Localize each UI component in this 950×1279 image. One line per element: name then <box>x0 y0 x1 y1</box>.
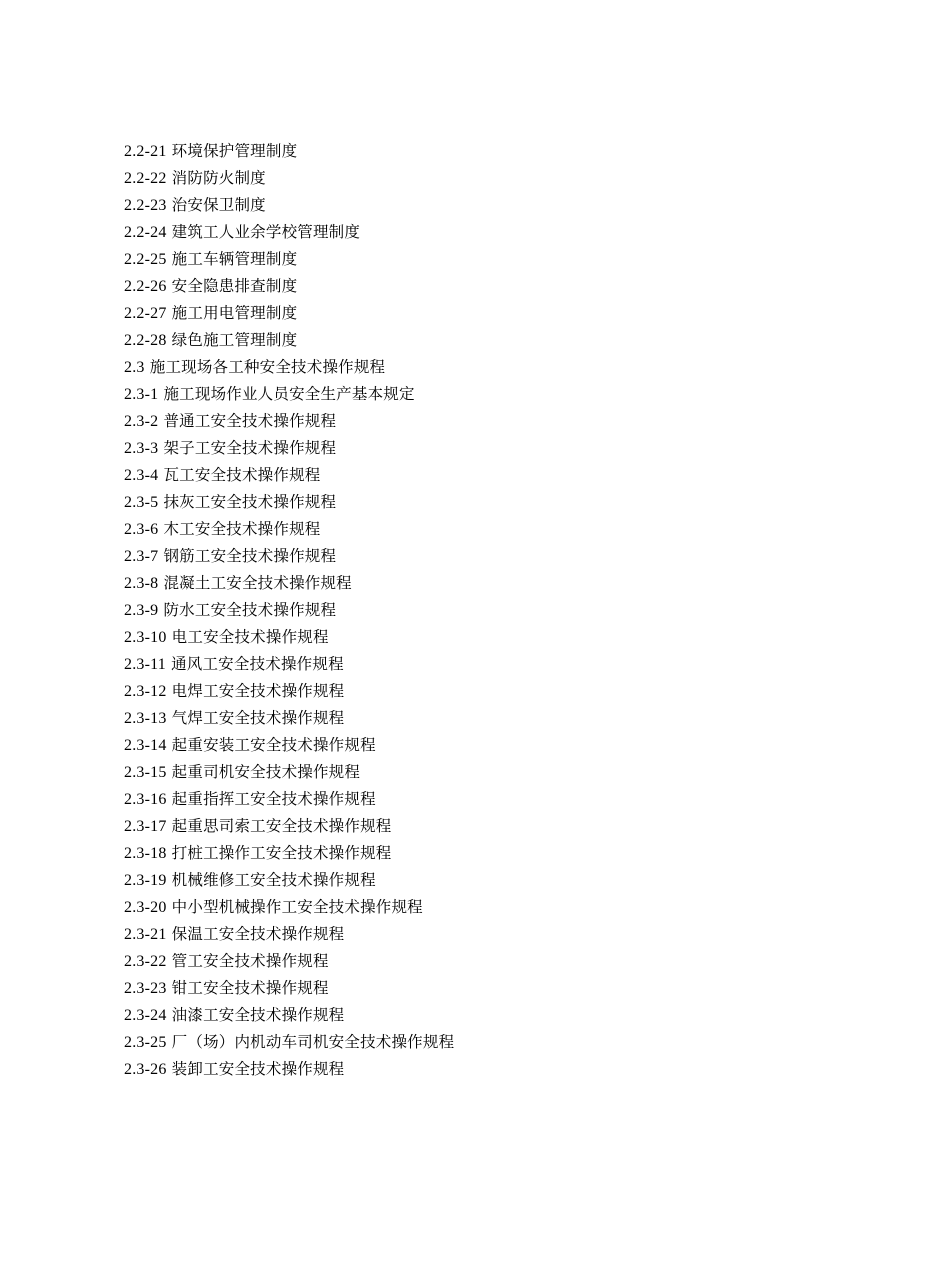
toc-entry <box>124 840 454 867</box>
toc-entry <box>124 408 454 435</box>
toc-entry <box>124 543 454 570</box>
toc-entry <box>124 624 454 651</box>
toc-entry-title: 消防防火制度 <box>171 169 266 187</box>
toc-entry-title: 抹灰工安全技术操作规程 <box>163 493 337 511</box>
toc-entry-title: 安全隐患排查制度 <box>171 277 298 295</box>
toc-entry-title: 管工安全技术操作规程 <box>171 952 329 970</box>
toc-entry-number: 2.3-26 <box>124 1061 167 1078</box>
toc-entry-title: 混凝土工安全技术操作规程 <box>163 574 352 592</box>
toc-entry <box>124 1056 454 1083</box>
toc-entry-number: 2.3-25 <box>124 1034 167 1051</box>
toc-entry-number: 2.3-23 <box>124 980 167 997</box>
toc-entry-number: 2.3-1 <box>124 386 159 403</box>
toc-entry <box>124 219 454 246</box>
toc-entry-title: 起重安装工安全技术操作规程 <box>171 736 376 754</box>
toc-entry-title: 通风工安全技术操作规程 <box>171 655 344 673</box>
toc-entry-number: 2.3-12 <box>124 683 167 700</box>
toc-entry-title: 起重指挥工安全技术操作规程 <box>171 790 376 808</box>
toc-entry <box>124 192 454 219</box>
toc-entry-title: 架子工安全技术操作规程 <box>163 439 337 457</box>
toc-entry-number: 2.3-10 <box>124 629 167 646</box>
toc-list <box>124 138 454 1083</box>
toc-entry-number: 2.3-7 <box>124 548 159 565</box>
toc-entry-title: 电焊工安全技术操作规程 <box>171 682 345 700</box>
toc-entry-title: 钢筋工安全技术操作规程 <box>163 547 337 565</box>
toc-entry-number: 2.2-26 <box>124 278 167 295</box>
toc-entry <box>124 462 454 489</box>
toc-entry <box>124 732 454 759</box>
toc-entry-number: 2.2-24 <box>124 224 167 241</box>
toc-entry-number: 2.3-22 <box>124 953 167 970</box>
toc-entry <box>124 516 454 543</box>
toc-entry-title: 普通工安全技术操作规程 <box>163 412 337 430</box>
toc-entry-number: 2.3-11 <box>124 656 166 673</box>
toc-entry-number: 2.3-13 <box>124 710 167 727</box>
toc-entry-number: 2.3-17 <box>124 818 167 835</box>
toc-entry <box>124 354 454 381</box>
toc-entry-title: 电工安全技术操作规程 <box>171 628 329 646</box>
toc-entry-title: 环境保护管理制度 <box>171 142 298 160</box>
toc-entry <box>124 894 454 921</box>
toc-entry-number: 2.3-24 <box>124 1007 167 1024</box>
toc-entry-title: 机械维修工安全技术操作规程 <box>171 871 376 889</box>
toc-entry-number: 2.3-21 <box>124 926 167 943</box>
toc-entry <box>124 1029 454 1056</box>
toc-entry-title: 装卸工安全技术操作规程 <box>171 1060 345 1078</box>
toc-entry-number: 2.3-16 <box>124 791 167 808</box>
toc-entry-number: 2.3-8 <box>124 575 159 592</box>
toc-entry-number: 2.2-21 <box>124 143 167 160</box>
toc-entry <box>124 327 454 354</box>
toc-entry-number: 2.3-19 <box>124 872 167 889</box>
toc-entry-number: 2.2-23 <box>124 197 167 214</box>
toc-entry-number: 2.2-27 <box>124 305 167 322</box>
toc-entry-number: 2.3-2 <box>124 413 159 430</box>
toc-entry-title: 施工车辆管理制度 <box>171 250 298 268</box>
toc-entry-title: 施工用电管理制度 <box>171 304 298 322</box>
toc-entry <box>124 678 454 705</box>
toc-entry-number: 2.3-5 <box>124 494 159 511</box>
toc-entry-number: 2.2-22 <box>124 170 167 187</box>
toc-entry-number: 2.3-14 <box>124 737 167 754</box>
toc-entry-title: 油漆工安全技术操作规程 <box>171 1006 345 1024</box>
toc-entry-title: 起重司机安全技术操作规程 <box>171 763 361 781</box>
toc-entry-number: 2.3-3 <box>124 440 159 457</box>
toc-entry-number: 2.3-20 <box>124 899 167 916</box>
toc-entry-title: 瓦工安全技术操作规程 <box>163 466 321 484</box>
toc-entry <box>124 273 454 300</box>
toc-entry-title: 保温工安全技术操作规程 <box>171 925 345 943</box>
toc-entry <box>124 1002 454 1029</box>
toc-entry <box>124 813 454 840</box>
toc-entry-title: 厂（场）内机动车司机安全技术操作规程 <box>171 1033 455 1051</box>
toc-entry-number: 2.3-4 <box>124 467 159 484</box>
toc-entry-title: 施工现场作业人员安全生产基本规定 <box>163 385 415 403</box>
toc-entry <box>124 489 454 516</box>
toc-entry <box>124 975 454 1002</box>
toc-entry <box>124 246 454 273</box>
toc-entry-title: 防水工安全技术操作规程 <box>163 601 337 619</box>
toc-entry-title: 中小型机械操作工安全技术操作规程 <box>171 898 423 916</box>
toc-entry-number: 2.2-28 <box>124 332 167 349</box>
toc-entry-number: 2.3-18 <box>124 845 167 862</box>
toc-entry <box>124 570 454 597</box>
toc-entry-title: 木工安全技术操作规程 <box>163 520 321 538</box>
toc-entry <box>124 759 454 786</box>
toc-entry-title: 打桩工操作工安全技术操作规程 <box>171 844 392 862</box>
toc-entry-title: 绿色施工管理制度 <box>171 331 298 349</box>
toc-entry <box>124 138 454 165</box>
toc-entry <box>124 651 454 678</box>
toc-entry <box>124 597 454 624</box>
toc-entry-number: 2.3 <box>124 359 145 376</box>
toc-entry-number: 2.3-9 <box>124 602 159 619</box>
toc-entry-title: 施工现场各工种安全技术操作规程 <box>149 358 386 376</box>
toc-entry <box>124 165 454 192</box>
toc-entry <box>124 867 454 894</box>
toc-entry <box>124 705 454 732</box>
toc-entry-title: 气焊工安全技术操作规程 <box>171 709 345 727</box>
toc-entry-title: 建筑工人业余学校管理制度 <box>171 223 361 241</box>
toc-entry <box>124 381 454 408</box>
toc-entry <box>124 948 454 975</box>
toc-entry <box>124 300 454 327</box>
toc-entry-number: 2.3-15 <box>124 764 167 781</box>
toc-entry-title: 起重思司索工安全技术操作规程 <box>171 817 392 835</box>
toc-entry-title: 钳工安全技术操作规程 <box>171 979 329 997</box>
toc-entry <box>124 786 454 813</box>
toc-entry <box>124 435 454 462</box>
toc-entry <box>124 921 454 948</box>
toc-entry-title: 治安保卫制度 <box>171 196 266 214</box>
toc-entry-number: 2.2-25 <box>124 251 167 268</box>
toc-entry-number: 2.3-6 <box>124 521 159 538</box>
